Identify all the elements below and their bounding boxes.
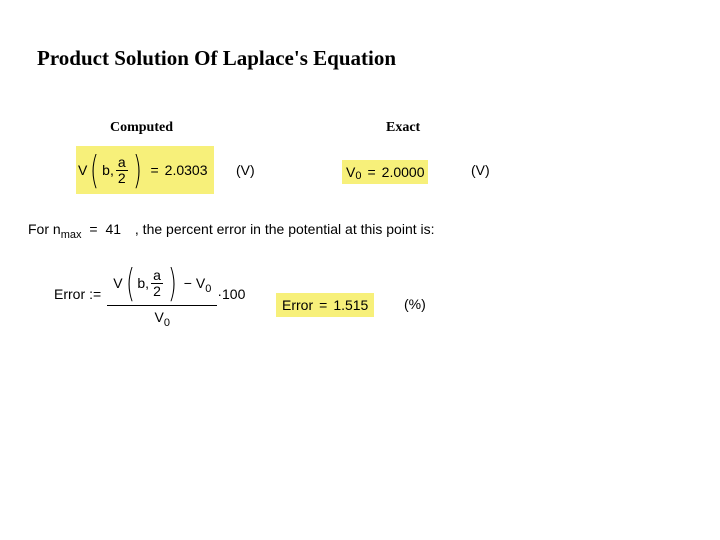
error-v0: $V_0$	[195, 275, 212, 295]
exact-value: 2.0000	[381, 164, 425, 180]
nmax-var: $n_{max}$	[52, 221, 82, 241]
error-frac-den: 2	[153, 282, 161, 299]
left-paren-icon: (	[125, 261, 135, 305]
computed-header: Computed	[110, 120, 174, 135]
nmax-suffix: , the percent error in the potential at this point is:	[134, 221, 435, 237]
error-result-unit: (%)	[404, 296, 426, 312]
error-assign: :=	[89, 286, 102, 302]
computed-frac-num: a	[117, 153, 126, 170]
error-comma: ,	[145, 275, 150, 291]
error-denominator: $V_0$	[107, 305, 217, 325]
error-frac-num: a	[153, 266, 161, 283]
error-result-equals: =	[319, 297, 328, 313]
computed-expression[interactable]	[76, 146, 214, 194]
right-paren-icon: )	[167, 261, 177, 305]
computed-arg-b: b	[102, 162, 110, 178]
page-title: Product Solution Of Laplace's Equation	[37, 46, 397, 70]
computed-value: 2.0303	[164, 162, 208, 178]
computed-func: V	[78, 162, 88, 178]
error-fraction	[107, 261, 217, 329]
computed-unit: (V)	[236, 162, 255, 178]
error-minus: −	[183, 275, 192, 291]
error-func: V	[113, 275, 123, 291]
error-lhs: Error	[54, 286, 86, 302]
error-factor: 100	[222, 286, 246, 302]
exact-header: Exact	[386, 120, 421, 135]
computed-equals: =	[150, 162, 159, 178]
exact-equals: =	[367, 164, 376, 180]
nmax-value[interactable]: 41	[105, 221, 122, 237]
computed-comma: ,	[109, 162, 114, 178]
error-result[interactable]	[276, 293, 374, 317]
nmax-prefix: For	[28, 221, 49, 237]
right-paren-icon: )	[132, 148, 142, 192]
nmax-line	[28, 221, 435, 241]
error-result-label: Error	[282, 297, 314, 313]
computed-fraction	[116, 155, 128, 186]
error-inner-fraction	[151, 268, 163, 299]
error-definition[interactable]	[54, 252, 245, 336]
exact-subscript: 0	[355, 170, 362, 182]
computed-frac-den: 2	[117, 169, 126, 186]
nmax-equals: =	[89, 221, 98, 237]
error-result-value: 1.515	[333, 297, 369, 313]
exact-symbol: V	[346, 164, 356, 180]
left-paren-icon: (	[90, 148, 100, 192]
error-mult: ·	[217, 286, 223, 302]
exact-unit: (V)	[471, 162, 490, 178]
exact-expression[interactable]	[342, 160, 428, 184]
error-arg-b: b	[137, 275, 146, 291]
